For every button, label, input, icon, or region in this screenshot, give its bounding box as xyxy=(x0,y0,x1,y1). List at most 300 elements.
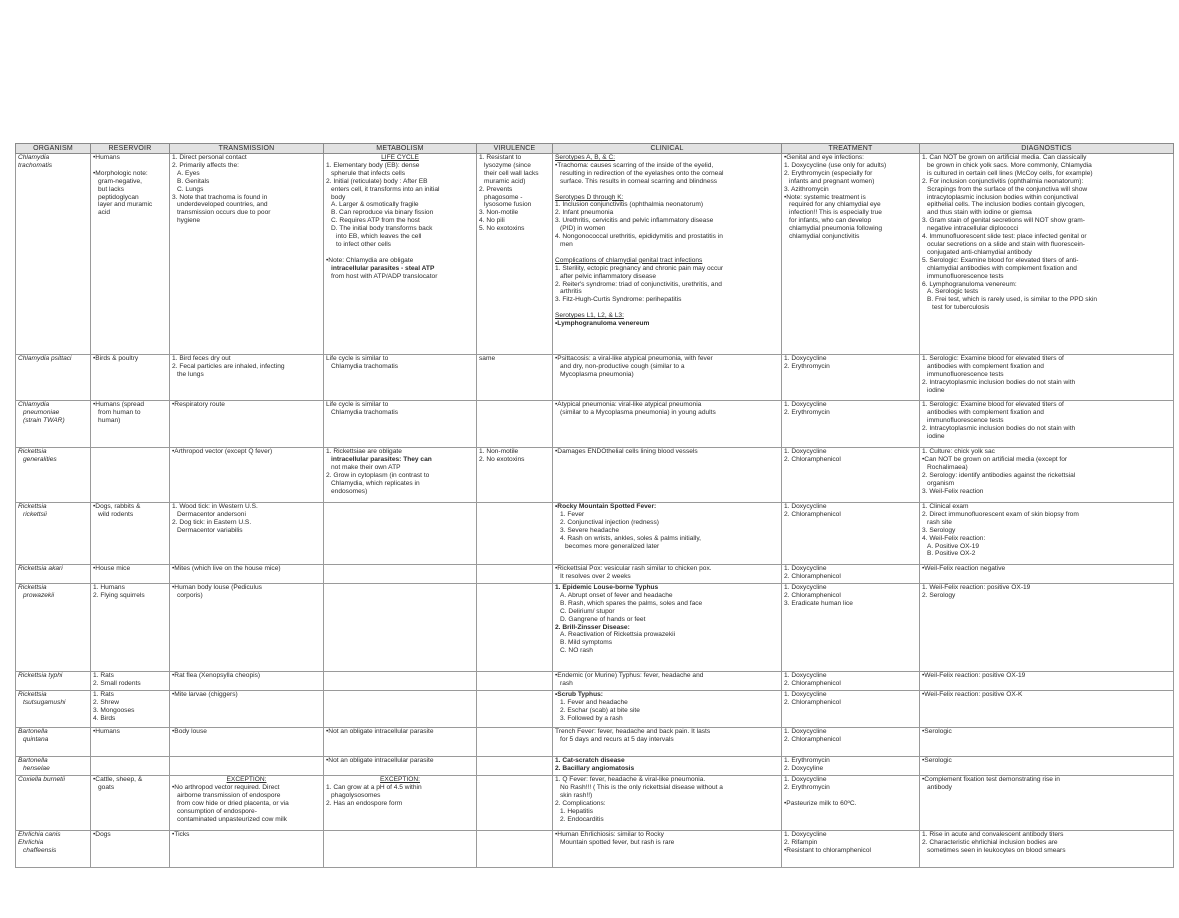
diagnostics-line: 3. Weil-Felix reaction xyxy=(922,487,984,495)
organism-line: Ehrlichia xyxy=(18,838,44,846)
transmission-cell xyxy=(170,672,324,691)
clinical-line: 1. Sterility, ectopic pregnancy and chronic pain may occur xyxy=(555,264,724,272)
clinical-line: 1. Fever and headache xyxy=(560,698,628,706)
diagnostics-line: 1. Can NOT be grown on artificial media. Can classically xyxy=(922,154,1087,161)
clinical-line: rash xyxy=(560,679,573,687)
treatment-line: 2. Chloramphenicol xyxy=(784,572,841,580)
metabolism-line: not make their own ATP xyxy=(331,463,401,471)
diagnostics-line: 4. Immunofluorescent slide test: place infected genital or xyxy=(922,233,1087,241)
reservoir-cell xyxy=(91,728,170,757)
treatment-line: 2. Chloramphenicol xyxy=(784,698,841,706)
transmission-line: •Mites (which live on the house mice) xyxy=(172,565,281,572)
clinical-line: Serotypes A, B, & C: xyxy=(555,154,616,161)
metabolism-line: to infect other cells xyxy=(336,240,391,248)
reservoir-cell xyxy=(91,672,170,691)
clinical-cell xyxy=(553,355,782,401)
virulence-line: 2. No exotoxins xyxy=(479,455,525,463)
transmission-cell xyxy=(170,831,324,868)
transmission-line: •Rat flea (Xenopsylla cheopis) xyxy=(172,672,261,679)
treatment-line: 1. Doxycycline xyxy=(784,355,827,362)
diagnostics-line: 1. Weil-Felix reaction: positive OX-19 xyxy=(922,584,1031,591)
microbiology-table xyxy=(15,143,1174,868)
metabolism-line: 1. Can grow at a pH of 4.5 within xyxy=(326,783,422,791)
treatment-line: 2. Chloramphenicol xyxy=(784,591,841,599)
virulence-line: muramic acid) xyxy=(484,177,526,185)
diagnostics-line: A. Serologic tests xyxy=(927,288,979,296)
diagnostics-line: 1. Culture: chick yolk sac xyxy=(922,448,995,455)
clinical-cell xyxy=(553,776,782,831)
reservoir-cell xyxy=(91,154,170,355)
treatment-cell xyxy=(782,584,920,672)
metabolism-line: 1. Elementary body (EB): dense xyxy=(326,161,420,169)
organism-line: pneumoniae xyxy=(23,408,60,416)
virulence-cell xyxy=(477,831,553,868)
table-row xyxy=(16,672,1174,691)
metabolism-line: EXCEPTION: xyxy=(380,776,420,783)
metabolism-line: Chlamydia, which replicates in xyxy=(331,479,420,487)
treatment-line: •Note: systemic treatment is xyxy=(784,193,866,201)
treatment-line: 1. Doxycycline xyxy=(784,565,827,572)
metabolism-line: •Not an obligate intracellular parasite xyxy=(326,757,434,764)
table-row xyxy=(16,831,1174,868)
diagnostics-line: antibodies with complement fixation and xyxy=(927,408,1044,416)
virulence-cell xyxy=(477,503,553,565)
diagnostics-line: 1. Clinical exam xyxy=(922,503,969,510)
clinical-line: becomes more generalized later xyxy=(565,542,660,550)
clinical-line: men xyxy=(560,240,573,248)
transmission-cell xyxy=(170,691,324,728)
clinical-line: It resolves over 2 weeks xyxy=(560,572,631,580)
metabolism-line: into EB, which leaves the cell xyxy=(336,233,422,241)
transmission-line: the lungs xyxy=(177,370,204,378)
transmission-cell xyxy=(170,728,324,757)
treatment-cell xyxy=(782,691,920,728)
treatment-line: 1. Doxycycline xyxy=(784,691,827,698)
treatment-cell xyxy=(782,672,920,691)
organism-line: rickettsii xyxy=(23,510,47,518)
diagnostics-line: test for tuberculosis xyxy=(932,304,990,312)
virulence-line: their cell wall lacks xyxy=(484,169,539,177)
treatment-line: 3. Eradicate human lice xyxy=(784,599,853,607)
clinical-line: 1. Epidemic Louse-borne Typhus xyxy=(555,584,659,591)
treatment-line: 2. Chloramphenicol xyxy=(784,735,841,743)
reservoir-line: 1. Rats xyxy=(93,672,114,679)
treatment-line: 1. Doxycycline xyxy=(784,401,827,408)
clinical-line: (similar to a Mycoplasma pneumonia) in young adults xyxy=(560,408,716,416)
treatment-line: 1. Doxycycline xyxy=(784,776,827,783)
diagnostics-line: and thus stain with iodine or giemsa xyxy=(927,209,1032,217)
transmission-line: contaminated unpasteurized cow milk xyxy=(177,815,287,823)
clinical-line: 1. Inclusion conjunctivitis (ophthalmia neonatorum) xyxy=(555,201,704,209)
treatment-cell xyxy=(782,757,920,776)
metabolism-line: Chlamydia trachomatis xyxy=(331,362,399,370)
reservoir-line: •Humans (spread xyxy=(93,401,145,408)
metabolism-line: phagolysosomes xyxy=(331,791,381,799)
clinical-line: arthritis xyxy=(560,288,582,296)
header-reservoir: RESERVOIR xyxy=(91,144,170,154)
treatment-cell xyxy=(782,448,920,503)
transmission-line: 2. Dog tick: in Eastern U.S. xyxy=(172,518,252,526)
treatment-line: 1. Doxycycline xyxy=(784,672,827,679)
organism-line: Chlamydia psittaci xyxy=(18,355,72,362)
clinical-line: 2. Complications: xyxy=(555,799,606,807)
metabolism-cell xyxy=(324,565,477,584)
diagnostics-line: immunofluorescence tests xyxy=(927,272,1004,280)
header-metabolism: METABOLISM xyxy=(324,144,477,154)
clinical-line: •Human Ehrlichiosis: similar to Rocky xyxy=(555,831,664,838)
metabolism-line: A. Larger & osmotically fragile xyxy=(331,201,419,209)
clinical-cell xyxy=(553,401,782,448)
treatment-cell xyxy=(782,503,920,565)
clinical-line: skin rash!!) xyxy=(560,791,593,799)
metabolism-line: 1. Rickettsiae are obligate xyxy=(326,448,402,455)
organism-line: Ehrlichia canis xyxy=(18,831,61,838)
treatment-line: 1. Erythromycin xyxy=(784,757,830,764)
transmission-line: •No arthropod vector required. Direct xyxy=(172,783,280,791)
organism-line: Bartonella xyxy=(18,757,48,764)
metabolism-line: spherule that infects cells xyxy=(331,169,406,177)
diagnostics-line: •Weil-Felix reaction: positive OX-K xyxy=(922,691,1023,698)
virulence-line: lysosome fusion xyxy=(484,201,532,209)
treatment-line: 2. Doxycyline xyxy=(784,764,824,772)
diagnostics-line: •Serologic xyxy=(922,757,952,764)
virulence-line: 2. Prevents xyxy=(479,185,513,193)
transmission-line: corporis) xyxy=(177,591,203,599)
metabolism-cell xyxy=(324,401,477,448)
metabolism-line: •Note: Chlamydia are obligate xyxy=(326,256,414,264)
treatment-line: 2. Erythromycin xyxy=(784,783,830,791)
metabolism-line: B. Can reproduce via binary fission xyxy=(331,209,434,217)
metabolism-cell xyxy=(324,355,477,401)
diagnostics-line: 2. Intracytoplasmic inclusion bodies do not stain with xyxy=(922,378,1076,386)
diagnostics-line: epithelial cells. The inclusion bodies contain glycogen, xyxy=(927,201,1085,209)
clinical-line: 2. Conjunctival injection (redness) xyxy=(560,518,659,526)
metabolism-cell xyxy=(324,584,477,672)
clinical-cell xyxy=(553,672,782,691)
organism-line: Rickettsia typhi xyxy=(18,672,63,679)
transmission-line: 1. Bird feces dry out xyxy=(172,355,231,362)
transmission-cell xyxy=(170,565,324,584)
diagnostics-line: 2. Characteristic ehrlichial inclusion bodies are xyxy=(922,838,1058,846)
clinical-line: 2. Eschar (scab) at bite site xyxy=(560,706,640,714)
organism-cell xyxy=(16,503,91,565)
clinical-line: •Psittacosis: a viral-like atypical pneumonia, with fever xyxy=(555,355,713,362)
metabolism-cell xyxy=(324,831,477,868)
metabolism-line: 2. Initial (reticulate) body : After EB xyxy=(326,177,428,185)
clinical-line: 1. Hepatitis xyxy=(560,807,593,815)
diagnostics-line: 1. Serologic: Examine blood for elevated titers of xyxy=(922,355,1064,362)
clinical-line: Mycoplasma pneumonia) xyxy=(560,370,634,378)
header-transmission: TRANSMISSION xyxy=(170,144,324,154)
treatment-line: 2. Rifampin xyxy=(784,838,818,846)
diagnostics-line: antibodies with complement fixation and xyxy=(927,362,1044,370)
virulence-cell xyxy=(477,691,553,728)
reservoir-line: but lacks xyxy=(98,185,125,193)
reservoir-cell xyxy=(91,565,170,584)
organism-cell xyxy=(16,728,91,757)
treatment-line xyxy=(784,792,917,800)
clinical-line: 3. Fitz-Hugh-Curtis Syndrome: perihepatitis xyxy=(555,296,682,304)
clinical-line: 2. Endocarditis xyxy=(560,815,604,823)
treatment-cell xyxy=(782,776,920,831)
metabolism-line xyxy=(326,249,474,257)
virulence-line: 3. Non-motile xyxy=(479,209,519,217)
treatment-cell xyxy=(782,401,920,448)
clinical-line: C. NO rash xyxy=(560,647,593,655)
clinical-cell xyxy=(553,728,782,757)
diagnostics-line: sometimes seen in leukocytes on blood smears xyxy=(927,846,1066,854)
diagnostics-line: iodine xyxy=(927,386,945,394)
clinical-line: Serotypes L1, L2, & L3: xyxy=(555,312,624,320)
diagnostics-cell xyxy=(920,448,1174,503)
reservoir-line: acid xyxy=(98,209,111,217)
metabolism-line: D. The initial body transforms back xyxy=(331,225,433,233)
treatment-line: 1. Doxycycline (use only for adults) xyxy=(784,161,887,169)
virulence-line: lysozyme (since xyxy=(484,161,531,169)
clinical-line xyxy=(555,304,779,312)
diagnostics-line: antibody xyxy=(927,783,952,791)
organism-line: prowazekii xyxy=(23,591,55,599)
treatment-cell xyxy=(782,355,920,401)
organism-line: (strain TWAR) xyxy=(23,416,65,424)
diagnostics-line: rash site xyxy=(927,518,952,526)
reservoir-line: 3. Mongooses xyxy=(93,706,135,714)
transmission-line: 3. Note that trachoma is found in xyxy=(172,193,268,201)
diagnostics-line: •Can NOT be grown on artificial media (except for xyxy=(922,455,1068,463)
diagnostics-line: 3. Serology xyxy=(922,526,956,534)
metabolism-cell xyxy=(324,728,477,757)
transmission-line: •Arthropod vector (except Q fever) xyxy=(172,448,273,455)
treatment-cell xyxy=(782,728,920,757)
treatment-cell xyxy=(782,831,920,868)
organism-line: Bartonella xyxy=(18,728,48,735)
diagnostics-cell xyxy=(920,401,1174,448)
transmission-line: 1. Direct personal contact xyxy=(172,154,247,161)
clinical-line: resulting in redirection of the eyelashes onto the corneal xyxy=(560,169,724,177)
table-row xyxy=(16,584,1174,672)
clinical-line: •Endemic (or Murine) Typhus: fever, headache and xyxy=(555,672,704,679)
table-row xyxy=(16,355,1174,401)
treatment-line: 2. Erythromycin xyxy=(784,362,830,370)
treatment-line: chlamydial conjunctivitis xyxy=(789,233,860,241)
clinical-line: •Rickettsial Pox: vesicular rash similar to chicken pox. xyxy=(555,565,712,572)
diagnostics-line: B. Frei test, which is rarely used, is similar to the PPD skin xyxy=(927,296,1098,304)
diagnostics-line: 2. Intracytoplasmic inclusion bodies do not stain with xyxy=(922,424,1076,432)
organism-line: Chlamydia xyxy=(18,154,50,161)
clinical-line: Trench Fever: fever, headache and back pain. It lasts xyxy=(555,728,711,735)
transmission-cell xyxy=(170,776,324,831)
organism-line: generalities xyxy=(23,455,57,463)
organism-line: Rickettsia xyxy=(18,448,47,455)
header-row xyxy=(16,144,1174,154)
diagnostics-cell xyxy=(920,831,1174,868)
metabolism-line: C. Requires ATP from the host xyxy=(331,217,420,225)
organism-cell xyxy=(16,757,91,776)
clinical-cell xyxy=(553,565,782,584)
reservoir-line: •Birds & poultry xyxy=(93,355,139,362)
reservoir-line: 1. Humans xyxy=(93,584,125,591)
clinical-line: •Atypical pneumonia: viral-like atypical pneumonia xyxy=(555,401,702,408)
clinical-line: B. Rash, which spares the palms, soles and face xyxy=(560,599,703,607)
organism-cell xyxy=(16,565,91,584)
organism-line: chaffeensis xyxy=(23,846,57,854)
clinical-line: •Damages ENDOthelial cells lining blood vessels xyxy=(555,448,698,455)
reservoir-cell xyxy=(91,448,170,503)
table-row xyxy=(16,503,1174,565)
organism-line: trachomatis xyxy=(18,161,53,169)
diagnostics-line: 6. Lymphogranuloma venereum: xyxy=(922,280,1017,288)
clinical-line: •Rocky Mountain Spotted Fever: xyxy=(555,503,657,510)
clinical-cell xyxy=(553,584,782,672)
clinical-line: D. Gangrene of hands or feet xyxy=(560,615,646,623)
diagnostics-cell xyxy=(920,757,1174,776)
organism-cell xyxy=(16,776,91,831)
reservoir-line xyxy=(93,162,167,170)
table-row xyxy=(16,757,1174,776)
treatment-line: chlamydial pneumonia following xyxy=(789,225,883,233)
reservoir-line: 1. Rats xyxy=(93,691,114,698)
clinical-cell xyxy=(553,691,782,728)
clinical-line: A. Reactivation of Rickettsia prowazekii xyxy=(560,631,676,639)
reservoir-line: peptidoglycan xyxy=(98,193,139,201)
metabolism-cell xyxy=(324,776,477,831)
transmission-cell xyxy=(170,401,324,448)
diagnostics-line: •Complement fixation test demonstrating rise in xyxy=(922,776,1060,783)
reservoir-line: from human to xyxy=(98,408,141,416)
diagnostics-line: •Weil-Felix reaction negative xyxy=(922,565,1006,572)
clinical-line: 2. Reiter's syndrome: triad of conjunctivitis, urethritis, and xyxy=(555,280,722,288)
virulence-line: 1. Non-motile xyxy=(479,448,519,455)
reservoir-cell xyxy=(91,757,170,776)
diagnostics-cell xyxy=(920,154,1174,355)
diagnostics-line: 5. Serologic: Examine blood for elevated titers of anti- xyxy=(922,256,1079,264)
transmission-line: hygiene xyxy=(177,217,201,225)
clinical-line: 1. Cat-scratch disease xyxy=(555,757,625,764)
clinical-line: Serotypes D through K: xyxy=(555,193,624,201)
virulence-cell xyxy=(477,154,553,355)
clinical-cell xyxy=(553,154,782,355)
organism-cell xyxy=(16,401,91,448)
treatment-cell xyxy=(782,565,920,584)
clinical-line: for 5 days and recurs at 5 day intervals xyxy=(560,735,674,743)
metabolism-line: •Not an obligate intracellular parasite xyxy=(326,728,434,735)
treatment-line: 2. Chloramphenicol xyxy=(784,510,841,518)
treatment-line: 1. Doxycycline xyxy=(784,448,827,455)
treatment-line: 2. Chloramphenicol xyxy=(784,455,841,463)
reservoir-line: 4. Birds xyxy=(93,714,116,722)
reservoir-line: layer and muramic xyxy=(98,201,153,209)
transmission-line: •Respiratory route xyxy=(172,401,225,408)
transmission-line: A. Eyes xyxy=(177,169,200,177)
header-treatment: TREATMENT xyxy=(782,144,920,154)
header-virulence: VIRULENCE xyxy=(477,144,553,154)
diagnostics-line: ocular secretions on a slide and stain with fluorescein- xyxy=(927,240,1085,248)
clinical-line: C. Delirium/ stupor xyxy=(560,607,615,615)
organism-cell xyxy=(16,672,91,691)
organism-line: quintana xyxy=(23,735,49,743)
transmission-line: Dermacentor variabilis xyxy=(177,526,243,534)
reservoir-line: •Humans xyxy=(93,154,120,161)
transmission-line: airborne transmission of endospore xyxy=(177,791,281,799)
treatment-cell xyxy=(782,154,920,355)
reservoir-cell xyxy=(91,584,170,672)
organism-line: Chlamydia xyxy=(18,401,50,408)
clinical-line: 1. Fever xyxy=(560,510,585,518)
diagnostics-line: 4. Weil-Felix reaction: xyxy=(922,534,986,542)
organism-cell xyxy=(16,584,91,672)
clinical-line: 2. Bacillary angiomatosis xyxy=(555,764,635,772)
reservoir-cell xyxy=(91,831,170,868)
diagnostics-line: 1. Rise in acute and convalescent antibody titers xyxy=(922,831,1064,838)
reservoir-cell xyxy=(91,355,170,401)
clinical-line: B. Mild symptoms xyxy=(560,639,613,647)
metabolism-line: endosomes) xyxy=(331,487,368,495)
transmission-cell xyxy=(170,448,324,503)
table-row xyxy=(16,401,1174,448)
transmission-line: EXCEPTION: xyxy=(226,776,267,783)
treatment-line: •Pasteurize milk to 60ºC. xyxy=(784,799,857,807)
clinical-line: •Lymphogranuloma venereum xyxy=(555,320,650,328)
metabolism-line: LIFE CYCLE xyxy=(381,154,419,161)
diagnostics-line: 2. Direct immunofluorescent exam of skin biopsy from xyxy=(922,510,1079,518)
virulence-line: phagosome - xyxy=(484,193,523,201)
reservoir-line: goats xyxy=(98,783,115,791)
virulence-line: same xyxy=(479,355,496,362)
diagnostics-line: Rochalimaea) xyxy=(927,463,968,471)
clinical-line: 3. Followed by a rash xyxy=(560,714,623,722)
metabolism-line: intracellular parasites - steal ATP xyxy=(331,264,435,272)
clinical-line: Mountain spotted fever, but rash is rare xyxy=(560,838,675,846)
metabolism-line: Life cycle is similar to xyxy=(326,355,389,362)
reservoir-cell xyxy=(91,401,170,448)
header-clinical: CLINICAL xyxy=(553,144,782,154)
diagnostics-line: •Serologic xyxy=(922,728,952,735)
transmission-line: •Body louse xyxy=(172,728,207,735)
organism-line: Rickettsia xyxy=(18,584,47,591)
diagnostics-line: 2. For inclusion conjunctivitis (ophthalmia neonatorum): xyxy=(922,177,1084,185)
header-diagnostics: DIAGNOSTICS xyxy=(920,144,1174,154)
transmission-line: 2. Fecal particles are inhaled, infecting xyxy=(172,362,285,370)
diagnostics-line: •Weil-Felix reaction: positive OX-19 xyxy=(922,672,1026,679)
diagnostics-line: B. Positive OX-2 xyxy=(927,550,976,558)
transmission-cell xyxy=(170,757,324,776)
virulence-cell xyxy=(477,757,553,776)
virulence-cell xyxy=(477,776,553,831)
virulence-line: 1. Resistant to xyxy=(479,154,522,161)
treatment-line: for infants, who can develop xyxy=(789,217,872,225)
treatment-line: 2. Erythromycin xyxy=(784,408,830,416)
clinical-line: •Scrub Typhus: xyxy=(555,691,603,698)
metabolism-cell xyxy=(324,757,477,776)
diagnostics-line: 1. Serologic: Examine blood for elevated titers of xyxy=(922,401,1064,408)
clinical-line: 3. Urethritis, cervicitis and pelvic inflammatory disease xyxy=(555,217,714,225)
reservoir-line: •Cattle, sheep, & xyxy=(93,776,143,783)
diagnostics-cell xyxy=(920,584,1174,672)
reservoir-cell xyxy=(91,503,170,565)
table-body xyxy=(16,154,1174,868)
diagnostics-line: conjugated anti-chlamydial antibody xyxy=(927,248,1032,256)
reservoir-line: 2. Shrew xyxy=(93,698,120,706)
reservoir-line: gram-negative, xyxy=(98,177,142,185)
organism-line: tsutsugamushi xyxy=(23,698,66,706)
metabolism-cell xyxy=(324,448,477,503)
diagnostics-line: Scrapings from the surface of the conjunctiva will show xyxy=(927,185,1088,193)
clinical-line: 2. Brill-Zinsser Disease: xyxy=(555,623,630,631)
organism-cell xyxy=(16,355,91,401)
treatment-line: •Resistant to chloramphenicol xyxy=(784,846,871,854)
treatment-line: 3. Azithromycin xyxy=(784,185,829,193)
clinical-line: Complications of chlamydial genital tract infections xyxy=(555,256,703,264)
